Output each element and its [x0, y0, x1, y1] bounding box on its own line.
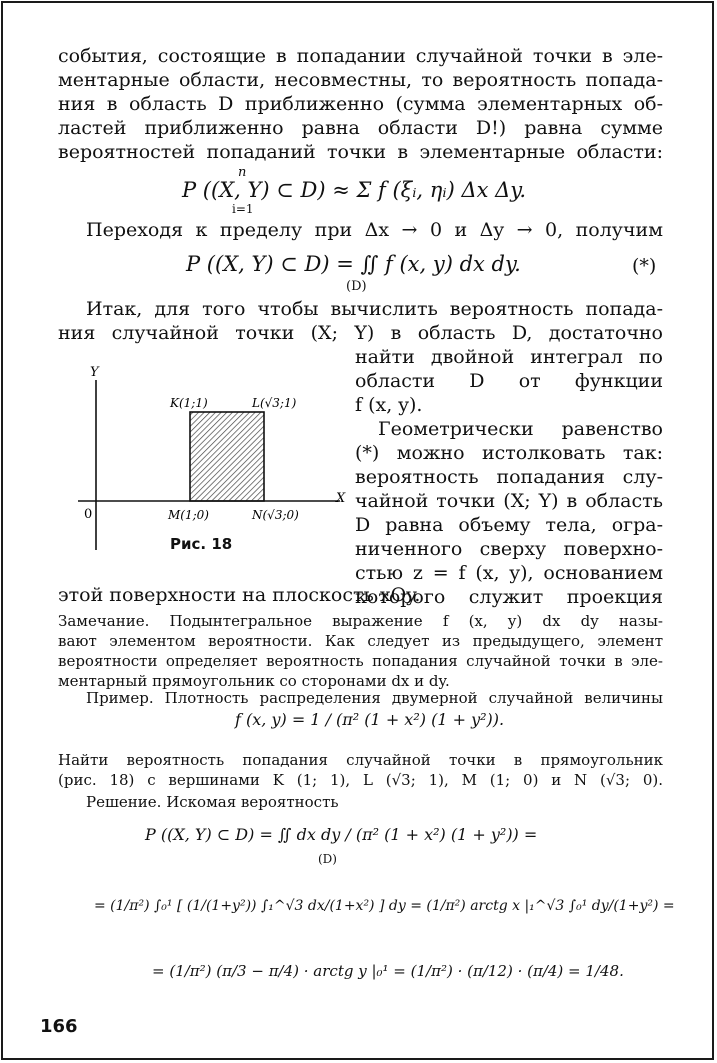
vertex-n-label: N(√3;0) [252, 508, 299, 522]
equation-2-region: (D) [346, 279, 367, 294]
sum-lower-limit: i=1 [232, 202, 254, 216]
origin-label: 0 [84, 507, 93, 522]
remark-line: ментарный прямоугольник со сторонами dx и dy. [58, 672, 450, 690]
equation-2: P ((X, Y) ⊂ D) = ∬ f (x, y) dx dy. [186, 252, 521, 276]
vertex-l-label: L(√3;1) [252, 396, 297, 410]
y-axis-label: Y [90, 365, 99, 380]
text-line: вероятность попадания слу- [355, 466, 663, 488]
equation-6: = (1/π²) (π/3 − π/4) · arctg y |₀¹ = (1/π²) · (π/12) · (π/4) = 1/48. [152, 962, 624, 980]
equation-4: P ((X, Y) ⊂ D) = ∬ dx dy / (π² (1 + x²) (1 + y²)) = [145, 825, 538, 844]
text-line: этой поверхности на плоскость xOy. [58, 584, 421, 606]
text-line: Переходя к пределу при Δx → 0 и Δy → 0, получим [86, 219, 663, 241]
figure-caption: Рис. 18 [170, 535, 233, 553]
equation-1: P ((X, Y) ⊂ D) ≈ Σ f (ξᵢ, ηᵢ) Δx Δy. [182, 178, 527, 202]
text-line: Геометрически равенство [378, 418, 663, 440]
region-d [190, 412, 264, 501]
text-line: (*) можно истолковать так: [355, 442, 663, 464]
text-line: ния случайной точки (X; Y) в область D, достаточно [58, 322, 663, 344]
text-line: области D от функции [355, 370, 663, 392]
text-line: стью z = f (x, y), основанием [355, 562, 663, 584]
text-line: найти двойной интеграл по [355, 346, 663, 368]
find-line: (рис. 18) с вершинами K (1; 1), L (√3; 1), M (1; 0) и N (√3; 0). [58, 771, 663, 789]
equation-5: = (1/π²) ∫₀¹ [ (1/(1+y²)) ∫₁^√3 dx/(1+x²) ] dy = (1/π²) arctg x |₁^√3 ∫₀¹ dy/(1+y²) = [94, 898, 675, 914]
text-line: которого служит проекция [355, 586, 663, 608]
sum-upper-limit: n [238, 165, 247, 180]
text-line: f (x, y). [355, 394, 423, 416]
equation-4-region: (D) [318, 852, 337, 866]
vertex-m-label: M(1;0) [168, 508, 209, 522]
text-line: вероятностей попаданий точки в элементарные области: [58, 141, 663, 163]
text-line: чайной точки (X; Y) в область [355, 490, 663, 512]
text-line: ния в область D приближенно (сумма элементарных об- [58, 93, 663, 115]
find-line: Найти вероятность попадания случайной точки в прямоугольник [58, 751, 663, 769]
figure-18 [58, 360, 353, 560]
text-line: ластей приближенно равна области D!) равна сумме [58, 117, 663, 139]
text-line: ментарные области, несовместны, то вероятность попада- [58, 69, 663, 91]
page-number: 166 [40, 1016, 78, 1037]
equation-2-tag: (*) [632, 255, 657, 277]
text-line: ниченного сверху поверхно- [355, 538, 663, 560]
vertex-k-label: K(1;1) [170, 396, 208, 410]
text-line: события, состоящие в попадании случайной точки в эле- [58, 45, 663, 67]
remark-line: вероятности определяет вероятность попадания случайной точки в эле- [58, 652, 663, 670]
text-line: D равна объему тела, огра- [355, 514, 663, 536]
equation-3: f (x, y) = 1 / (π² (1 + x²) (1 + y²)). [235, 710, 505, 729]
example-heading: Пример. Плотность распределения двумерной случайной величины [86, 689, 663, 707]
remark-line: вают элементом вероятности. Как следует из предыдущего, элемент [58, 632, 663, 650]
x-axis-label: X [336, 491, 346, 506]
solution-heading: Решение. Искомая вероятность [86, 793, 339, 811]
text-line: Итак, для того чтобы вычислить вероятность попада- [86, 298, 663, 320]
remark-line: Замечание. Подынтегральное выражение f (x, y) dx dy назы- [58, 612, 663, 630]
